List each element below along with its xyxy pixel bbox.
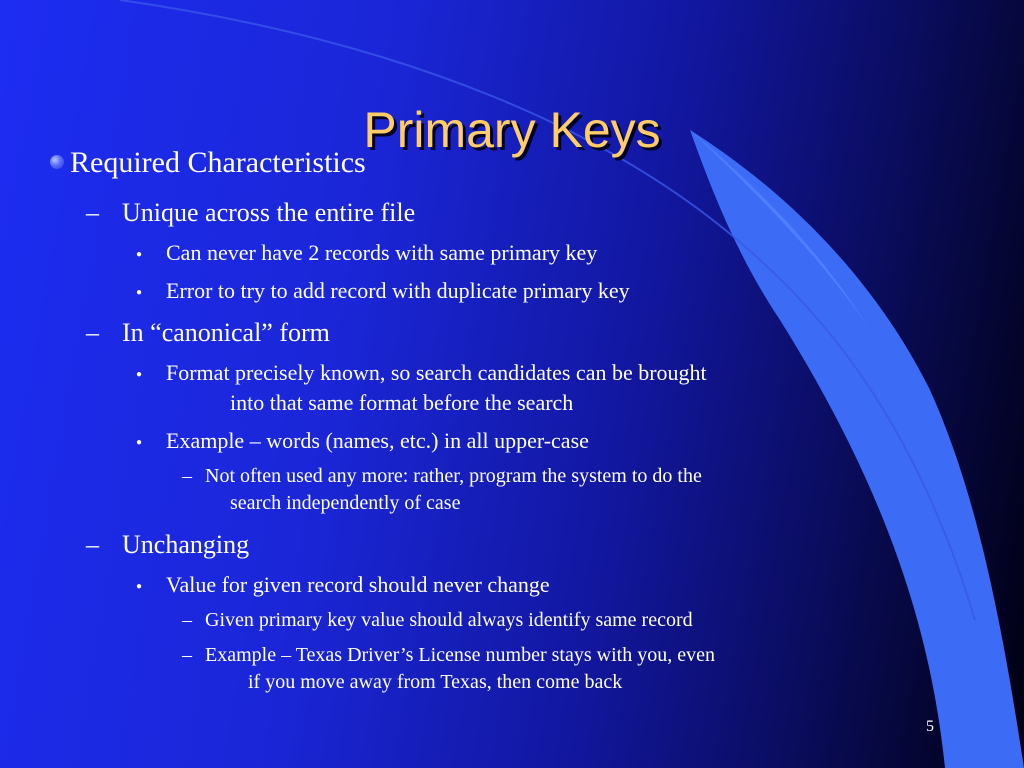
bullet-format-known-line2: into that same format before the search bbox=[230, 390, 574, 415]
dash-marker: – bbox=[182, 609, 192, 631]
page-number: 5 bbox=[926, 718, 934, 735]
dash-marker: – bbox=[86, 198, 99, 227]
dot-marker: ● bbox=[136, 369, 143, 380]
dash-marker: – bbox=[86, 530, 99, 559]
dash-marker: – bbox=[86, 318, 99, 347]
bullet-identify-same-record: Given primary key value should always identify same record bbox=[205, 609, 693, 631]
dash-marker: – bbox=[182, 644, 192, 666]
bullet-error-duplicate: Error to try to add record with duplicate primary key bbox=[166, 278, 630, 303]
dash-marker: – bbox=[182, 465, 192, 487]
bullet-texas-license-line1: Example – Texas Driver’s License number stays with you, even bbox=[205, 644, 715, 666]
bullet-required-characteristics: Required Characteristics bbox=[70, 146, 366, 179]
bullet-value-never-change: Value for given record should never change bbox=[166, 572, 550, 597]
dot-marker: ● bbox=[136, 437, 143, 448]
slide-title: Primary Keys bbox=[363, 102, 661, 158]
swoosh-shape bbox=[690, 130, 1024, 768]
bullet-unique-across-file: Unique across the entire file bbox=[122, 198, 416, 227]
level1-bullet-dot bbox=[50, 155, 64, 169]
bullet-example-upper-case: Example – words (names, etc.) in all upper-case bbox=[166, 428, 589, 453]
dot-marker: ● bbox=[136, 581, 143, 592]
bullet-texas-license-line2: if you move away from Texas, then come back bbox=[248, 671, 623, 693]
dot-marker: ● bbox=[136, 287, 143, 298]
bullet-unchanging: Unchanging bbox=[122, 530, 250, 559]
dot-marker: ● bbox=[136, 249, 143, 260]
bullet-not-often-used-line1: Not often used any more: rather, program the system to do the bbox=[205, 465, 702, 487]
bullet-never-2-records: Can never have 2 records with same primary key bbox=[166, 240, 598, 265]
bullet-not-often-used-line2: search independently of case bbox=[230, 492, 461, 514]
bullet-format-known-line1: Format precisely known, so search candidates can be brought bbox=[166, 360, 707, 385]
bullet-canonical-form: In “canonical” form bbox=[122, 318, 330, 347]
